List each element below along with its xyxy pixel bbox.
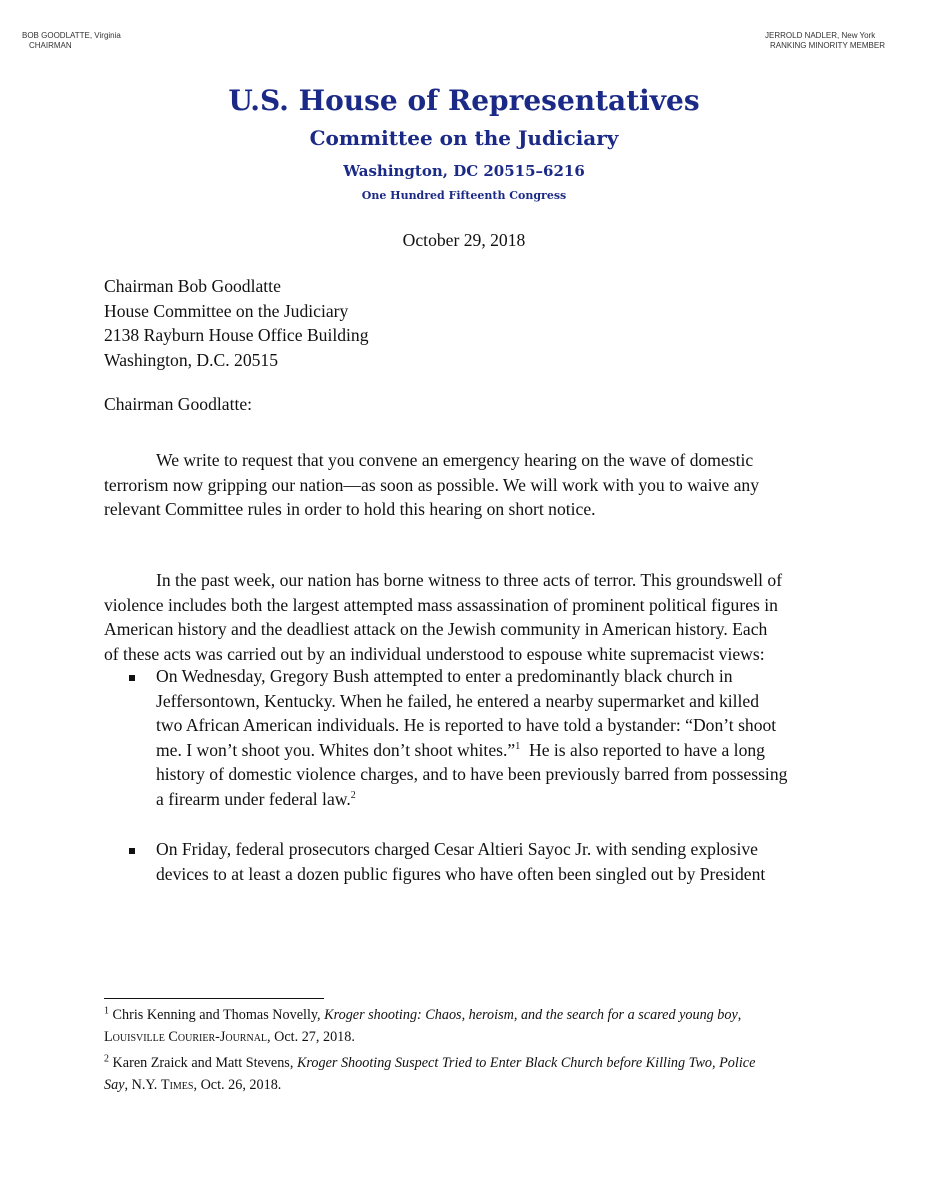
footnote-number: 1 [104, 1005, 109, 1017]
ranking-member-title: RANKING MINORITY MEMBER [770, 41, 885, 50]
bullet-marker [129, 675, 135, 681]
bullet-marker [129, 848, 135, 854]
footnote-ref[interactable]: 2 [350, 789, 356, 801]
paragraph-2 [104, 568, 782, 666]
footnote-1 [104, 1004, 741, 1048]
footnote-line [104, 1026, 741, 1048]
bullet-item-2 [156, 837, 765, 886]
footnote-publication: Louisville Courier-Journal [104, 1029, 268, 1045]
salutation [104, 392, 252, 417]
paragraph-1 [104, 448, 759, 522]
footnote-title: Say [104, 1077, 125, 1093]
paragraph-line: American history and the deadliest attack on the Jewish community in American history. Each [104, 619, 768, 639]
chairman-name: BOB GOODLATTE, Virginia [22, 31, 121, 40]
footnote-number: 2 [104, 1053, 109, 1065]
paragraph-line: violence includes both the largest attempted mass assassination of prominent political figures in [104, 594, 778, 615]
footnote-date: , Oct. 27, 2018. [267, 1029, 355, 1045]
bullet-line [156, 787, 787, 812]
footnote-date: , Oct. 26, 2018. [193, 1077, 282, 1093]
bullet-item-1 [156, 664, 787, 811]
recipient-line: 2138 Rayburn House Office Building [104, 325, 369, 345]
recipient-line: Washington, D.C. 20515 [104, 349, 279, 370]
footnote-authors: Chris Kenning and Thomas Novelly, [112, 1007, 325, 1023]
footnote-2 [104, 1052, 755, 1096]
recipient-address [104, 274, 369, 372]
footnote-punct: , N.Y. [124, 1077, 161, 1093]
ranking-member-name: JERROLD NADLER, New York [765, 31, 876, 40]
paragraph-line: relevant Committee rules in order to hold this hearing on short notice. [104, 499, 596, 519]
bullet-line: devices to at least a dozen public figures who have often been singled out by President [156, 863, 766, 884]
paragraph-line: In the past week, our nation has borne witness to three acts of terror. This groundswell of [156, 570, 783, 590]
bullet-line [156, 738, 787, 763]
footnote-line [104, 1052, 755, 1074]
footnote-line [104, 1074, 755, 1096]
bullet-line: two African American individuals. He is reported to have told a bystander: “Don’t shoot [156, 715, 777, 735]
footnote-divider [104, 998, 324, 999]
letterhead-house: U.S. House of Representatives [228, 84, 700, 117]
bullet-line: Jeffersontown, Kentucky. When he failed, he entered a nearby supermarket and killed [156, 690, 760, 711]
paragraph-line: of these acts was carried out by an individual understood to espouse white supremacist views: [104, 643, 765, 664]
letterhead-address: Washington, DC 20515–6216 [343, 162, 585, 180]
footnote-punct: , [737, 1007, 742, 1023]
bullet-line: On Wednesday, Gregory Bush attempted to enter a predominantly black church in [156, 666, 733, 686]
footnote-authors: Karen Zraick and Matt Stevens, [112, 1055, 297, 1071]
footnote-title: Kroger Shooting Suspect Tried to Enter Black Church before Killing Two, Police [296, 1055, 756, 1071]
letterhead-committee: Committee on the Judiciary [309, 126, 619, 150]
footnote-line [104, 1004, 741, 1026]
paragraph-line: We write to request that you convene an emergency hearing on the wave of domestic [156, 450, 754, 470]
bullet-text: a firearm under federal law. [156, 788, 351, 809]
salutation-text: Chairman Goodlatte: [104, 394, 253, 414]
date-text: October 29, 2018 [402, 230, 526, 250]
bullet-text: He is also reported to have a long [520, 739, 765, 760]
chairman-block [22, 31, 121, 51]
recipient-line: Chairman Bob Goodlatte [104, 276, 281, 296]
letterhead-congress: One Hundred Fifteenth Congress [361, 189, 567, 202]
ranking-member-block [765, 31, 885, 51]
bullet-line: history of domestic violence charges, and to have been previously barred from possessing [156, 764, 788, 784]
letter-date [0, 228, 928, 253]
bullet-text: me. I won’t shoot you. Whites don’t shoot whites.” [156, 739, 516, 760]
footnote-publication: Times [160, 1077, 194, 1093]
paragraph-line: terrorism now gripping our nation—as soon as possible. We will work with you to waive any [104, 474, 760, 495]
footnote-ref[interactable]: 1 [515, 740, 521, 752]
chairman-title: CHAIRMAN [29, 41, 72, 50]
recipient-line: House Committee on the Judiciary [104, 300, 349, 321]
footnote-title: Kroger shooting: Chaos, heroism, and the search for a scared young boy [324, 1007, 738, 1023]
bullet-line: On Friday, federal prosecutors charged Cesar Altieri Sayoc Jr. with sending explosive [156, 839, 758, 859]
